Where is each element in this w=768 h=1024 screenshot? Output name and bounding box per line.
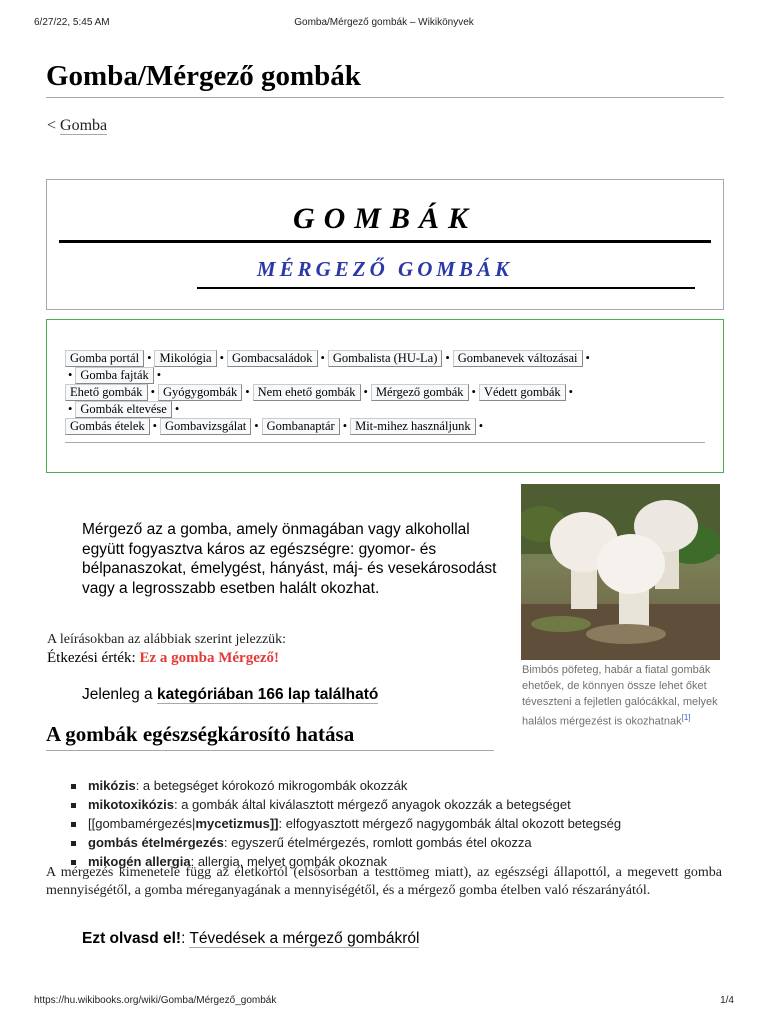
nav-separator: • [150, 385, 155, 399]
item-text: : elfogyasztott mérgező nagygombák által okozott betegség [278, 816, 622, 831]
category-line [82, 686, 378, 704]
list-item [88, 795, 718, 814]
read-also-colon: : [181, 930, 190, 947]
nav-separator: • [471, 385, 476, 399]
nav-separator: • [245, 385, 250, 399]
banner-divider [59, 240, 711, 243]
nav-separator: • [147, 351, 152, 365]
edible-label: Étkezési érték: [47, 650, 140, 666]
nav-separator: • [585, 351, 590, 365]
print-url: https://hu.wikibooks.org/wiki/Gomba/Mérgező_gombák [34, 995, 277, 1006]
nav-separator: • [68, 368, 73, 382]
read-also [82, 930, 419, 948]
item-term: mikotoxikózis [88, 797, 174, 812]
page-title: Gomba/Mérgező gombák [46, 60, 724, 98]
nav-row [65, 384, 710, 401]
print-page-number: 1/4 [720, 995, 734, 1006]
category-link[interactable]: kategóriában 166 lap található [156, 686, 379, 703]
effects-list [88, 776, 718, 871]
item-term: gombás ételmérgezés [88, 835, 224, 850]
item-term: mycetizmus]] [195, 816, 279, 831]
nav-link[interactable]: Nem ehető gombák [253, 384, 361, 401]
nav-separator: • [363, 385, 368, 399]
read-also-label: Ezt olvasd el! [82, 930, 182, 947]
breadcrumb-prefix: < [47, 117, 57, 134]
nav-link[interactable]: Gombacsaládok [227, 350, 318, 367]
category-prefix: Jelenleg a [82, 686, 157, 703]
title-banner [46, 179, 724, 310]
nav-row [65, 418, 710, 435]
list-item [88, 814, 718, 833]
read-also-link[interactable]: Tévedések a mérgező gombákról [189, 930, 420, 947]
nav-separator: • [254, 419, 259, 433]
legend-text: A leírásokban az alábbiak szerint jelezzük: [47, 632, 287, 647]
caption-reference[interactable]: [1] [681, 713, 691, 722]
item-text: : egyszerű ételmérgezés, romlott gombás étel okozza [223, 835, 532, 850]
nav-separator: • [68, 402, 73, 416]
list-item [88, 833, 718, 852]
nav-separator: • [568, 385, 574, 399]
section-paragraph: A mérgezés kimenetele függ az életkortól (elsősorban a testtömeg miatt), az egészségi állapottól, a megevett gomba mennyiségétől, a gomba méreganyagának a mennyiségétől, és a mérgező gomba ételben való részarányától. [46, 865, 722, 898]
nav-row [65, 401, 710, 418]
item-text: : allergia, melyet gombák okoznak [190, 854, 388, 869]
nav-link[interactable]: Gombanevek változásai [453, 350, 583, 367]
section-heading: A gombák egészségkárosító hatása [46, 722, 494, 751]
nav-link[interactable]: Gombavizsgálat [160, 418, 251, 435]
breadcrumb [47, 117, 107, 135]
nav-separator: • [320, 351, 325, 365]
nav-link[interactable]: Gombás ételek [65, 418, 150, 435]
nav-link[interactable]: Mérgező gombák [371, 384, 469, 401]
figure-caption [522, 662, 722, 730]
nav-link[interactable]: Védett gombák [479, 384, 566, 401]
nav-link[interactable]: Mit-mihez használjunk [350, 418, 476, 435]
banner-subtitle: MÉRGEZŐ GOMBÁK [256, 257, 514, 281]
print-title: Gomba/Mérgező gombák – Wikikönyvek [294, 17, 474, 28]
nav-separator: • [174, 402, 180, 416]
nav-separator: • [152, 419, 158, 433]
puffball-photo[interactable] [521, 484, 720, 660]
nav-separator: • [342, 419, 348, 433]
nav-link[interactable]: Gomba fajták [75, 367, 153, 384]
intro-text: Mérgező az a gomba, amely önmagában vagy alkohollal együtt fogyasztva káros az egészségre: gyomor- és bélpanaszokat, émelygést, hányást, máj- és vesekárosodást vagy a legrosszabb esetben halált okozhat. [82, 521, 497, 597]
breadcrumb-link-gomba[interactable]: Gomba [60, 117, 108, 134]
banner-title: GOMBÁK [292, 202, 478, 235]
item-prefix: [[gombamérgezés| [88, 816, 196, 831]
nav-link[interactable]: Gombanaptár [262, 418, 340, 435]
nav-link[interactable]: Mikológia [154, 350, 216, 367]
nav-box [46, 319, 724, 473]
nav-link[interactable]: Gombák eltevése [75, 401, 171, 418]
nav-link[interactable]: Gomba portál [65, 350, 144, 367]
nav-link[interactable]: Gyógygombák [158, 384, 242, 401]
nav-separator: • [156, 368, 162, 382]
puffball-illustration [521, 484, 720, 660]
item-term: mikogén allergia [88, 854, 191, 869]
nav-link[interactable]: Gombalista (HU-La) [328, 350, 442, 367]
item-term: mikózis [88, 778, 136, 793]
item-text: : a gombák által kiválasztott mérgező anyagok okozzák a betegséget [173, 797, 571, 812]
nav-row [65, 367, 710, 384]
nav-link[interactable]: Ehető gombák [65, 384, 148, 401]
nav-links [65, 350, 710, 435]
nav-row [65, 350, 710, 367]
caption-text: Bimbós pöfeteg, habár a fiatal gombák ehetőek, de könnyen össze lehet őket téveszteni a fejletlen galócákkal, melyek halálos mérgezést is okozhatnak [522, 664, 718, 728]
nav-separator: • [478, 419, 484, 433]
nav-separator: • [445, 351, 450, 365]
item-text: : a betegséget kórokozó mikrogombák okozzák [135, 778, 408, 793]
banner-underline [197, 287, 695, 289]
print-datetime: 6/27/22, 5:45 AM [34, 17, 110, 28]
edible-value [47, 650, 279, 667]
nav-divider [65, 442, 705, 443]
nav-separator: • [219, 351, 224, 365]
list-item [88, 776, 718, 795]
edible-value-text: Ez a gomba Mérgező! [139, 650, 280, 666]
